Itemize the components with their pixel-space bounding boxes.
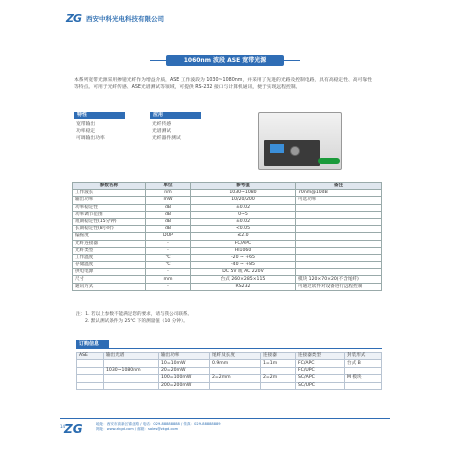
note-line: 注：1. 若以上参数不能满足您的要求，请与我公司联系。 — [76, 312, 193, 317]
spec-cell: 70nm@10dB — [296, 190, 382, 197]
spec-cell: 0~5 — [191, 211, 296, 218]
spec-cell: 输出功率 — [73, 197, 146, 204]
order-cell: FC/APC — [296, 360, 345, 367]
spec-cell: dB — [146, 211, 191, 218]
order-cell: 2=2mm — [210, 375, 261, 382]
spec-cell — [296, 226, 382, 233]
spec-cell: - — [146, 247, 191, 254]
spec-cell: - — [146, 269, 191, 276]
spec-row — [73, 283, 382, 290]
feature-item: 可调输出功率 — [76, 136, 105, 141]
spec-cell: RS232 — [191, 283, 296, 290]
spec-cell — [296, 204, 382, 211]
spec-cell: -20 ~ +65 — [191, 254, 296, 261]
spec-row — [73, 218, 382, 225]
spec-cell — [296, 269, 382, 276]
feature-item: 宽带输出 — [76, 122, 96, 127]
order-prefix-cell — [77, 360, 104, 367]
spec-row — [73, 211, 382, 218]
order-cell: M 模块 — [345, 375, 382, 382]
footer-rule — [60, 418, 390, 419]
spec-cell: - — [146, 240, 191, 247]
order-header: 封装形式 — [345, 353, 382, 360]
spec-cell — [296, 262, 382, 269]
order-cell — [210, 382, 261, 389]
spec-cell: nm — [146, 190, 191, 197]
order-cell — [104, 375, 159, 382]
spec-cell — [296, 218, 382, 225]
spec-row — [73, 276, 382, 283]
spec-cell: 工作温度 — [73, 254, 146, 261]
spec-cell: 光纤类型 — [73, 247, 146, 254]
spec-cell: 光纤连接器 — [73, 240, 146, 247]
order-header: 连接器类型 — [296, 353, 345, 360]
spec-cell: 可选功率 — [296, 197, 382, 204]
features-label: 特性 — [74, 112, 125, 119]
order-cell: 200=200mW — [159, 382, 210, 389]
spec-cell — [296, 240, 382, 247]
spec-cell: 通讯方式 — [73, 283, 146, 290]
spec-header: 备注 — [296, 183, 382, 190]
spec-cell: ℃ — [146, 262, 191, 269]
spec-cell: mm — [146, 276, 191, 283]
application-item: 光纤传感 — [152, 122, 172, 127]
order-header: 连接器 — [261, 353, 296, 360]
spec-row — [73, 190, 382, 197]
order-header: 输出功率 — [159, 353, 210, 360]
spec-cell: -40 ~ +85 — [191, 262, 296, 269]
order-table — [76, 352, 382, 390]
spec-cell: 存储温度 — [73, 262, 146, 269]
spec-cell: ±0.02 — [191, 218, 296, 225]
spec-cell: 偏振度 — [73, 233, 146, 240]
spec-cell: DOP — [146, 233, 191, 240]
device-knob — [290, 146, 300, 156]
footer-line: 网址：www.zkgd.com / 邮箱：sales@zkgd.com — [96, 427, 179, 431]
order-cell: 100=100mW — [159, 375, 210, 382]
spec-row — [73, 262, 382, 269]
spec-cell: 供电电源 — [73, 269, 146, 276]
spec-header: 参数名称 — [73, 183, 146, 190]
spec-cell: 功率稳定性 — [73, 204, 146, 211]
spec-header-row — [73, 183, 382, 190]
spec-row — [73, 240, 382, 247]
order-row — [77, 375, 382, 382]
order-prefix-cell — [77, 375, 104, 382]
spec-header: 单位 — [146, 183, 191, 190]
spec-row — [73, 204, 382, 211]
spec-cell: 10/20/200 — [191, 197, 296, 204]
order-header: 尾纤及长度 — [210, 353, 261, 360]
spec-cell: 功率调节范围 — [73, 211, 146, 218]
spec-cell — [296, 247, 382, 254]
spec-row — [73, 197, 382, 204]
spec-cell: ±0.02 — [191, 204, 296, 211]
order-info-label: 订购信息 — [76, 340, 109, 348]
spec-cell: 长期稳定性(8小时) — [73, 226, 146, 233]
order-prefix-cell — [77, 367, 104, 374]
applications-label: 应用 — [150, 112, 201, 119]
spec-cell: dB — [146, 226, 191, 233]
footer-logo: ZG — [64, 422, 83, 436]
spec-row — [73, 247, 382, 254]
company-name: 西安中科光电科技有限公司 — [86, 15, 164, 23]
spec-cell — [296, 211, 382, 218]
spec-cell — [296, 233, 382, 240]
footer-line: 地址：西安市高新区锦业路 / 电话：029-88888888 / 传真：029-88888889 — [96, 422, 221, 426]
spec-cell: 台式 260×285×115 — [191, 276, 296, 283]
spec-cell: FC/APC — [191, 240, 296, 247]
page-title: 1060nm 波段 ASE 宽带光源 — [166, 55, 284, 66]
order-cell: 0.9mm — [210, 360, 261, 367]
order-cell: 1=1m — [261, 360, 296, 367]
order-cell: 20=20mW — [159, 367, 210, 374]
intro-paragraph: 本系列宽带光源采用掺镱光纤作为增益介质，ASE 工作波段为 1030~1080nm，并采用了先进的光路及控制电路，具有高稳定性、高可靠性等特点。可用于光纤传感、ASE光谱测试等领域，可提供 RS-232 接口与计算机通讯，便于实现远程控制。 — [74, 78, 372, 90]
order-row — [77, 382, 382, 389]
order-prefix-cell — [77, 382, 104, 389]
spec-cell: 可通过软件对设备进行远程控制 — [296, 283, 382, 290]
feature-item: 功率稳定 — [76, 129, 96, 134]
spec-cell: dB — [146, 204, 191, 211]
order-header: 输出光谱 — [104, 353, 159, 360]
page-number: 14 — [60, 424, 66, 429]
footer-contact — [96, 422, 221, 432]
order-cell — [104, 382, 159, 389]
spec-cell: 尺寸 — [73, 276, 146, 283]
order-cell — [345, 382, 382, 389]
order-cell — [345, 367, 382, 374]
spec-cell: DC 5V 或 AC 220V — [191, 269, 296, 276]
application-item: 光纤器件测试 — [152, 136, 181, 141]
order-row — [77, 360, 382, 367]
spec-cell: ℃ — [146, 254, 191, 261]
note-line: 2. 默认测试条件为 25℃ 下的测量值（10 分钟）。 — [85, 318, 188, 324]
spec-cell: <0.05 — [191, 226, 296, 233]
order-cell: 10=10mW — [159, 360, 210, 367]
order-cell — [261, 367, 296, 374]
spec-row — [73, 269, 382, 276]
order-cell — [210, 367, 261, 374]
spec-cell: mW — [146, 197, 191, 204]
spec-cell: 工作波长 — [73, 190, 146, 197]
spec-cell: HI1060 — [191, 247, 296, 254]
device-display — [270, 144, 284, 153]
order-cell: FC/UPC — [296, 367, 345, 374]
device-fiber-connector — [318, 158, 340, 164]
applications-list — [152, 121, 181, 142]
spec-table — [72, 182, 382, 291]
spec-row — [73, 233, 382, 240]
spec-row — [73, 226, 382, 233]
spec-cell — [296, 254, 382, 261]
spec-cell: 1030~1080 — [191, 190, 296, 197]
notes — [76, 312, 192, 325]
order-row — [77, 367, 382, 374]
spec-header: 参考值 — [191, 183, 296, 190]
spec-row — [73, 254, 382, 261]
application-item: 光谱测试 — [152, 129, 172, 134]
order-prefix: ASE — [77, 353, 104, 360]
order-info-rule — [76, 348, 382, 349]
features-list — [76, 121, 105, 142]
order-header-row — [77, 353, 382, 360]
company-logo: ZG — [66, 12, 82, 25]
order-cell — [104, 360, 159, 367]
spec-cell: 短期稳定性(15分钟) — [73, 218, 146, 225]
order-cell: SC/APC — [296, 375, 345, 382]
order-cell: 台式 B — [345, 360, 382, 367]
spec-cell: dB — [146, 218, 191, 225]
spec-cell: - — [146, 283, 191, 290]
spec-cell: ≤2.0 — [191, 233, 296, 240]
order-cell: 2=2m — [261, 375, 296, 382]
order-cell: 1030~1080nm — [104, 367, 159, 374]
order-cell: SC/UPC — [296, 382, 345, 389]
spec-cell: 模块 120×70×20(不含尾纤) — [296, 276, 382, 283]
order-cell — [261, 382, 296, 389]
